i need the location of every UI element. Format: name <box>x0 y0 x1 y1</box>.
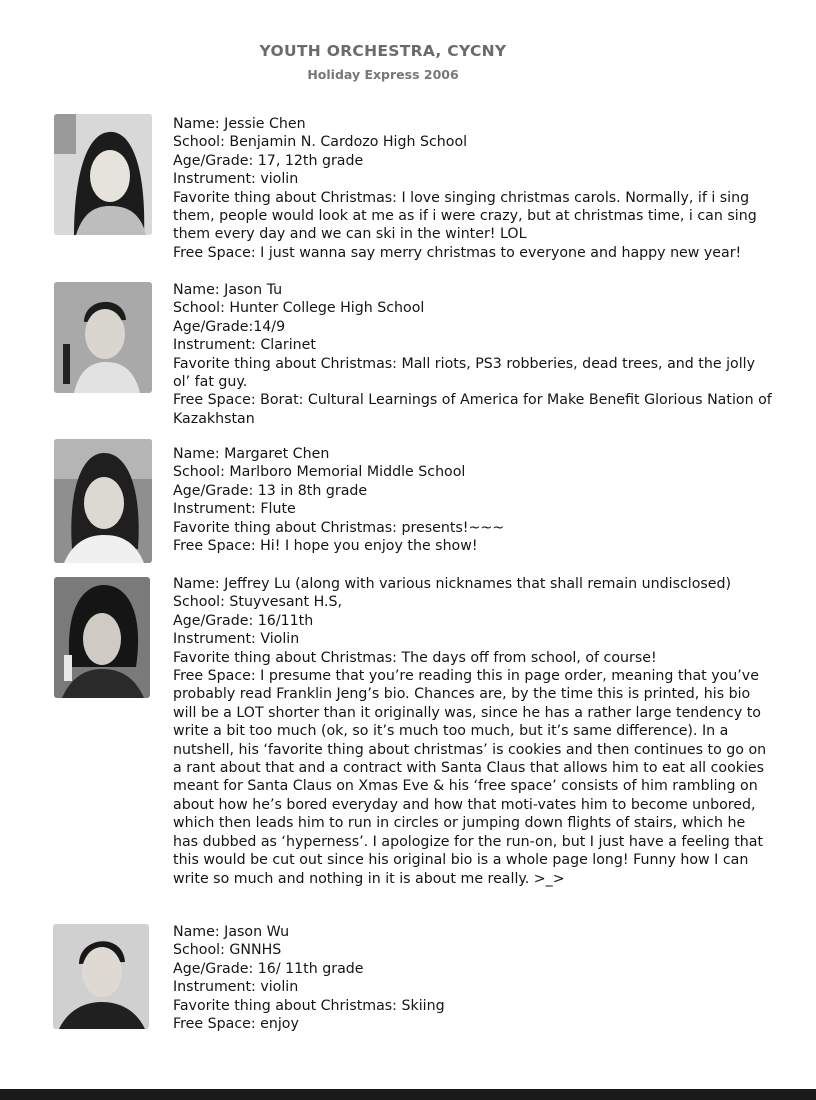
member-free-space: Free Space: I just wanna say merry christmas to everyone and happy new year! <box>173 244 742 261</box>
member-free-space: Free Space: Borat: Cultural Learnings of America for Make Benefit Glorious Nation of Kazakhstan <box>173 392 772 427</box>
member-favorite: Favorite thing about Christmas: Skiing <box>173 997 445 1014</box>
member-photo <box>54 114 152 235</box>
member-age-grade: Age/Grade:14/9 <box>173 318 286 335</box>
member-instrument: Instrument: Clarinet <box>173 337 316 354</box>
member-name: Name: Jason Tu <box>173 282 283 298</box>
member-school: School: GNNHS <box>173 942 282 959</box>
member-instrument: Instrument: violin <box>173 171 299 188</box>
member-instrument: Instrument: Flute <box>173 501 296 518</box>
member-school: School: Hunter College High School <box>173 300 425 317</box>
member-favorite: Favorite thing about Christmas: The days off from school, of course! <box>173 649 657 666</box>
member-school: School: Marlboro Memorial Middle School <box>173 464 466 481</box>
member-favorite: Favorite thing about Christmas: Mall riots, PS3 robberies, dead trees, and the jolly ol’ fat guy. <box>173 355 755 391</box>
member-name: Name: Jason Wu <box>173 924 290 940</box>
member-bio-4 <box>173 575 773 888</box>
member-photo <box>54 282 152 393</box>
member-name: Name: Jessie Chen <box>173 116 306 132</box>
member-school: School: Benjamin N. Cardozo High School <box>173 134 468 151</box>
member-bio-1 <box>173 115 773 262</box>
page-subtitle: Holiday Express 2006 <box>307 67 459 82</box>
member-favorite: Favorite thing about Christmas: presents!~~~ <box>173 519 505 536</box>
member-bio-5 <box>173 923 773 1033</box>
member-age-grade: Age/Grade: 13 in 8th grade <box>173 482 368 499</box>
member-favorite: Favorite thing about Christmas: I love singing christmas carols. Normally, if i sing them, people would look at me as if i were crazy, but at christmas time, i can sing them every day and we can ski in the winter! LOL <box>173 189 757 243</box>
member-age-grade: Age/Grade: 16/ 11th grade <box>173 960 364 977</box>
member-age-grade: Age/Grade: 16/11th <box>173 612 314 629</box>
member-photo <box>54 439 152 563</box>
member-photo <box>53 924 149 1029</box>
member-age-grade: Age/Grade: 17, 12th grade <box>173 152 364 169</box>
member-instrument: Instrument: Violin <box>173 631 300 648</box>
member-photo <box>54 577 150 698</box>
member-free-space: Free Space: enjoy <box>173 1016 299 1033</box>
member-name: Name: Jeffrey Lu (along with various nicknames that shall remain undisclosed) <box>173 576 732 592</box>
member-school: School: Stuyvesant H.S, <box>173 594 343 611</box>
member-bio-2 <box>173 281 773 428</box>
member-free-space: Free Space: Hi! I hope you enjoy the show! <box>173 538 478 555</box>
member-free-space: Free Space: I presume that you’re reading this in page order, meaning that you’ve probably read Franklin Jeng’s bio. Chances are, by the time this is printed, his bio will be a LOT shorter than it originally was, since he has a rather large tendency to write a bit too much (ok, so it’s much too much, but it’s same difference). In a nutshell, his ‘favorite thing about christmas’ is cookies and then continues to go on a rant about that and a contract with Santa Claus that allows him to eat all cookies meant for Santa Claus on Xmas Eve & his ‘free space’ consists of him rambling on about how he’s bored everyday and how that moti-vates him to become unbored, which then leads him to run in circles or jumping down flights of stairs, which he has dubbed as ‘hyperness’. I apologize for the run-on, but I just have a feeling that this would be cut out since his original bio is a whole page long! Funny how I can write so much and nothing in it is about me really. >_> <box>173 668 767 887</box>
member-instrument: Instrument: violin <box>173 979 299 996</box>
member-bio-3 <box>173 445 773 555</box>
page-title: YOUTH ORCHESTRA, CYCNY <box>259 42 507 60</box>
member-name: Name: Margaret Chen <box>173 446 330 462</box>
scan-edge-bar <box>0 1089 816 1100</box>
